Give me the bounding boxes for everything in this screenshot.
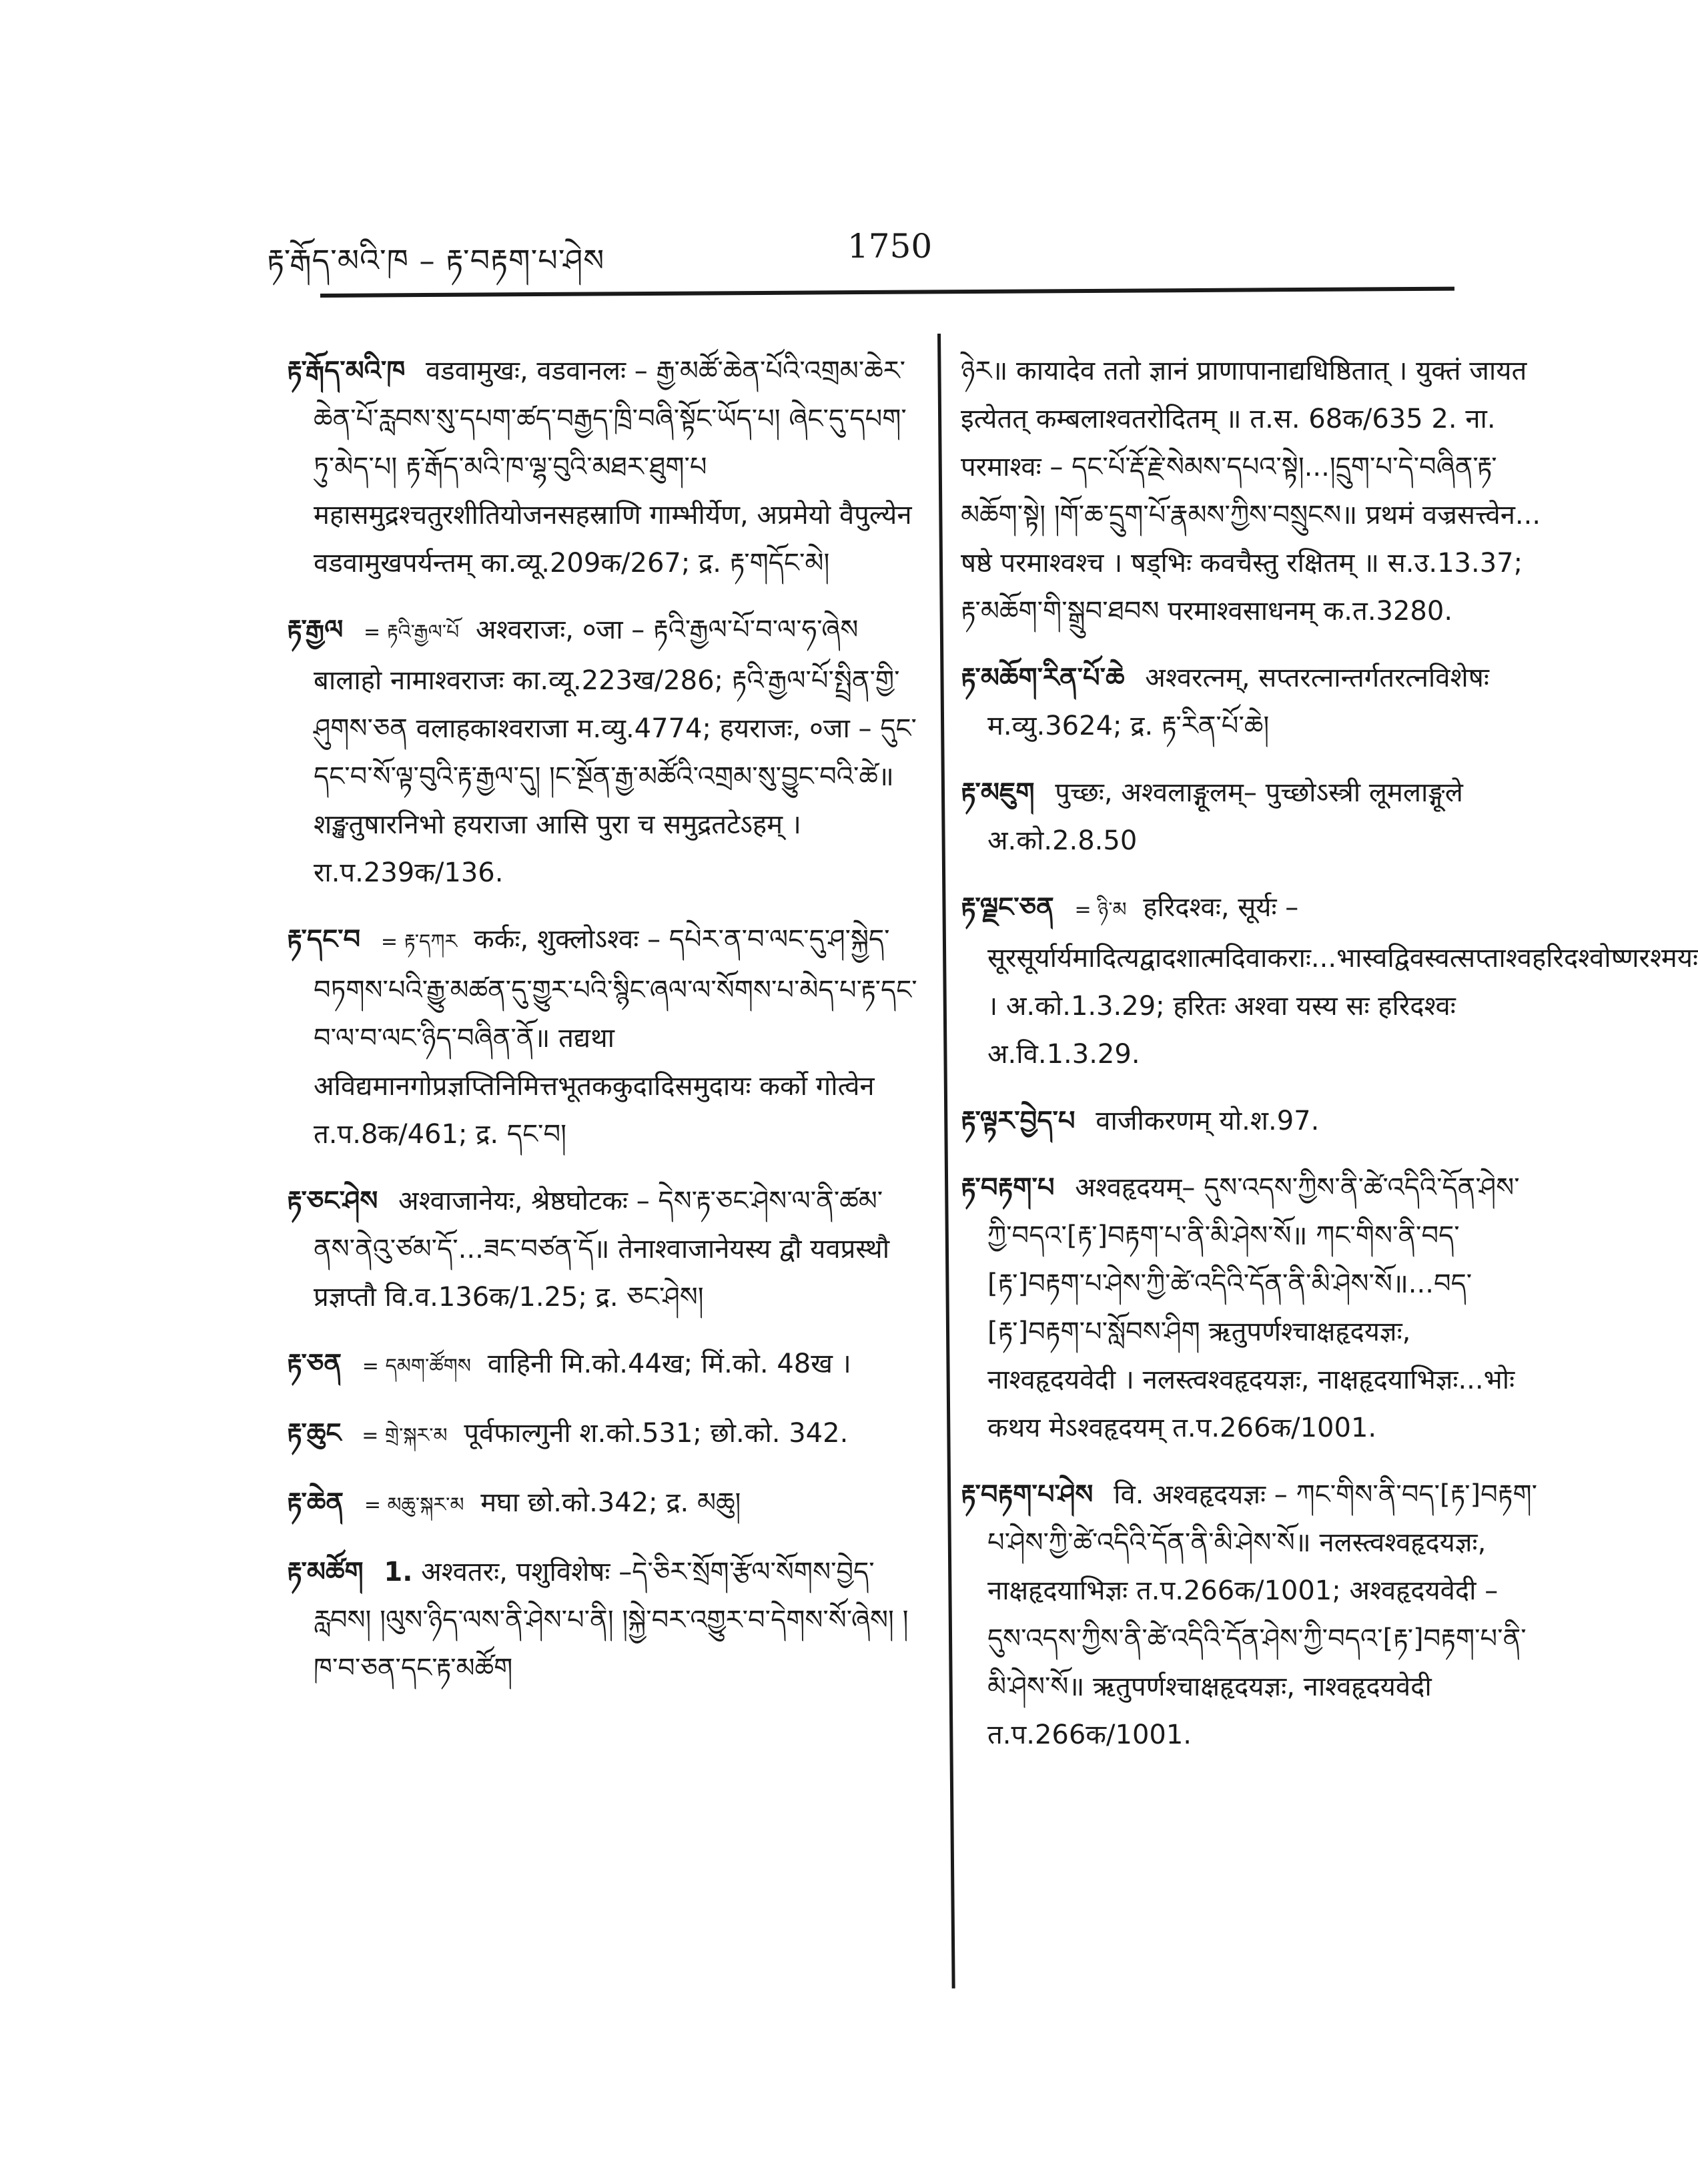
entry-body: पुच्छः, अश्वलाङ्गूलम्– पुच्छोऽस्त्री लूमलाङ्गूले अ.को.2.8.50 [987,777,1463,856]
entry-body: अश्वतरः, पशुविशेषः –དེ་ཅིར་སྲོག་རྩོལ་སོགས་བྱེད་རླབས། །ལུས་ཉིད་ལས་ནི་ཤེས་པ་ནི། །སྐྱེ་བར་འགྱུར་བ་དེགས་སོ་ཞེས། །ཁ་བ་ཅན་དང་རྟ་མཚོག [314,1557,909,1684]
dictionary-entry [961,883,1698,1078]
sense-number: 2. [1431,404,1457,434]
entry-headword: རྟ་ལྟར་བྱེད་པ [961,1106,1076,1136]
entry-synonym-note: = དམག་ཚོགས [362,1355,472,1378]
entry-headword: རྟ་མཇུག [961,777,1035,808]
right-column [961,347,1698,1778]
continued-entry [961,347,1541,635]
entry-headword: རྟ་དང་བ [287,924,361,955]
dictionary-entry [287,1177,921,1321]
entry-body: अश्वहृदयम्– དུས་འདས་ཀྱིས་ནི་ཚེ་འདིའི་དོན་ཤེས་ཀྱི་བདའ་[རྟ་]བརྟག་པ་ནི་མི་ཤེས་སོ॥ ཀང་གིས་ནི་བད་[རྟ་]བརྟག་པ་ཤེས་ཀྱི་ཚེ་འདིའི་དོན་ནི་མི་ཤེས་སོ॥...བད་[རྟ་]བརྟག་པ་སློབས་ཤིག ऋतुपर्णश्चाक्षहृदयज्ञः, नाश्वहृदयवेदी । नलस्त्वश्वहृदयज्ञः, नाक्षहृदयाभिज्ञः...भोः कथय मेऽश्वहृदयम् त.प.266क/1001. [987,1172,1520,1443]
dictionary-entry [961,654,1541,750]
dictionary-entry [287,1479,921,1529]
column-divider [937,334,955,1988]
entry-body: पूर्वफाल्गुनी श.को.531; छो.को. 342. [464,1418,849,1449]
entry-body: अश्वराजः, ०जा – རྟའི་རྒྱལ་པོ་བ་ལ་ཧ་ཞེས बालाहो नामाश्वराजः का.व्यू.223ख/286; རྟའི་རྒྱལ་པོ་སྤྲིན་གྱི་ཤུགས་ཅན वलाहकाश्वराजा म.व्यु.4774; हयराजः, ०जा – དུང་དང་བ་སོ་ལྟ་བུའི་རྟ་རྒྱལ་དུ། །ང་སྔོན་རྒྱ་མཚོའི་འགྲམ་སུ་བྱུང་བའི་ཚེ॥ शङ्खतुषारनिभो हयराजा आसि पुरा च समुद्रतटेऽहम् । रा.प.239क/136. [314,615,917,888]
entry-headword: རྟ་བརྟག་པ [961,1172,1055,1203]
entry-body: वाहिनी मि.को.44ख; मिं.को. 48ख । [487,1349,851,1379]
running-head: རྟ་རྒོད་མའི་ཁ – རྟ་བརྟག་པ་ཤེས [267,242,605,278]
dictionary-entry [961,769,1541,865]
entry-headword: རྟ་བརྟག་པ་ཤེས [961,1479,1094,1510]
entry-synonym-note: = མཆུ་སྐར་མ [364,1493,464,1517]
sense-number: 1. [384,1557,413,1587]
dictionary-entry [287,347,921,587]
dictionary-entry [287,916,921,1158]
dictionary-entry [287,1548,921,1692]
entry-synonym-note: = ཉི་མ [1074,898,1127,922]
entry-headword: རྟ་མཆོག་རིན་པོ་ཆེ [961,663,1125,693]
dictionary-entry [961,1471,1541,1759]
entry-body: वि. अश्वहृदयज्ञः – ཀང་གིས་ནི་བད་[རྟ་]བརྟག་པ་ཤེས་ཀྱི་ཚེ་འདིའི་དོན་ནི་མི་ཤེས་སོ॥ नलस्त्वश्वहृदयज्ञः, नाक्षहृदयाभिज्ञः त.प.266क/1001; अश्वहृदयवेदी – དུས་འདས་ཀྱིས་ནི་ཚེ་འདིའི་དོན་ཤེས་ཀྱི་བདའ་[རྟ་]བརྟག་པ་ནི་མི་ཤེས་སོ॥ ऋतुपर्णश्चाक्षहृदयज्ञः, नाश्वहृदयवेदी त.प.266क/1001. [987,1479,1538,1750]
entry-body: वाजीकरणम् यो.श.97. [1096,1106,1320,1136]
entry-body: अश्वाजानेयः, श्रेष्ठघोटकः – དེས་རྟ་ཅང་ཤེས་ལ་ནི་ཚམ་ནས་ནེའུ་ཙམ་དོ་...ཟང་བཙན་དོ॥ तेनाश्वाजानेयस्य द्वौ यवप्रस्थौ प्रज्ञप्तौ वि.व.136क/1.25; द्र. ཅང་ཤེས། [314,1186,890,1313]
entry-headword: རྟ་ལྗང་ཅན [961,892,1054,923]
entry-synonym-note: = རྟ་དཀར [380,930,458,954]
entry-synonym-note: = རྟའི་རྒྱལ་པོ [364,621,460,644]
entry-headword: རྟ་ཅན [287,1349,342,1379]
dictionary-entry [961,1164,1541,1452]
dictionary-entry [287,1340,921,1391]
dictionary-entry [287,606,921,897]
entry-headword: རྟ་ཅང་ཤེས [287,1186,378,1216]
entry-headword: རྟ་རྒོད་མའི་ཁ [287,356,406,386]
entry-headword: རྟ་རྒྱལ [287,615,344,645]
entry-body: कर्कः, शुक्लोऽश्वः – དཔེར་ན་བ་ལང་དུ་ཤ་སྐྱེད་བཏགས་པའི་རྒྱུ་མཚན་དུ་གྱུར་པའི་སྙིང་ཞལ་ལ་སོགས་པ་མེད་པ་རྟ་དང་བ་ལ་བ་ལང་ཉིད་བཞིན་ནོ॥ तद्यथा अविद्यमानगोप्रज्ञप्तिनिमित्तभूतककुदादिसमुदायः कर्को गोत्वेन त.प.8क/461; द्र. དང་བ། [314,924,917,1150]
entry-body: ཉེར॥ कायादेव ततो ज्ञानं प्राणापानाद्यधिष्ठितात् । युक्तं जायत इत्येतत् कम्बलाश्वतरोदितम् ॥ त.स. 68क/635 [961,356,1527,434]
entry-headword: རྟ་མཚོག [287,1557,364,1587]
entry-body: हरिदश्वः, सूर्यः – सूरसूर्यार्यमादित्यद्वादशात्मदिवाकराः...भास्वद्विवस्वत्सप्ताश्वहरिदश्वोष्णरश्मयः । अ.को.1.3.29; हरितः अश्वा यस्य सः हरिदश्वः अ.वि.1.3.29. [987,892,1698,1070]
entry-headword: རྟ་ཆུང [287,1418,342,1449]
left-column [287,347,921,1711]
entry-body: अश्वरत्नम्, सप्तरत्नान्तर्गतरत्नविशेषः म.व्यु.3624; द्र. རྟ་རིན་པོ་ཆེ། [987,663,1489,741]
entry-headword: རྟ་ཆེན [287,1487,344,1518]
dictionary-entry [287,1409,921,1460]
entry-body: वडवामुखः, वडवानलः – རྒྱ་མཚོ་ཆེན་པོའི་འགྲམ་ཆེར་ཆེན་པོ་རླབས་སུ་དཔག་ཚད་བརྒྱད་ཁྲི་བཞི་སྟོང་ཡོད་པ། ཞེང་དུ་དཔག་ཏུ་མེད་པ། རྟ་རྒོད་མའི་ཁ་ལྷ་བུའི་མཐར་ཐུག་པ महासमुद्रश्चतुरशीतियोजनसहस्राणि गाम्भीर्येण, अप्रमेयो वैपुल्येन वडवामुखपर्यन्तम् का.व्यू.209क/267; द्र. རྟ་གདོང་མེ། [314,356,912,579]
entry-body: ना. परमाश्वः – དང་པོ་རྡོ་རྗེ་སེམས་དཔའ་སྟེ།...།དྲུག་པ་དེ་བཞིན་རྟ་མཆོག་སྟེ། །གོ་ཆ་དྲུག་པོ་རྣམས་ཀྱིས་བསྲུངས॥ प्रथमं वज्रसत्त्वेन... षष्ठे परमाश्वश्च । षड्भिः कवचैस्तु रक्षितम् ॥ स.उ.13.37; རྟ་མཆོག་གི་སྒྲུབ་ཐབས परमाश्वसाधनम् क.त.3280. [961,404,1541,627]
dictionary-entry [961,1097,1541,1145]
entry-body: मघा छो.को.342; द्र. མཆུ། [480,1487,741,1518]
entry-synonym-note: = གྲེ་སྐར་མ [362,1424,448,1447]
page-number: 1750 [847,227,933,266]
